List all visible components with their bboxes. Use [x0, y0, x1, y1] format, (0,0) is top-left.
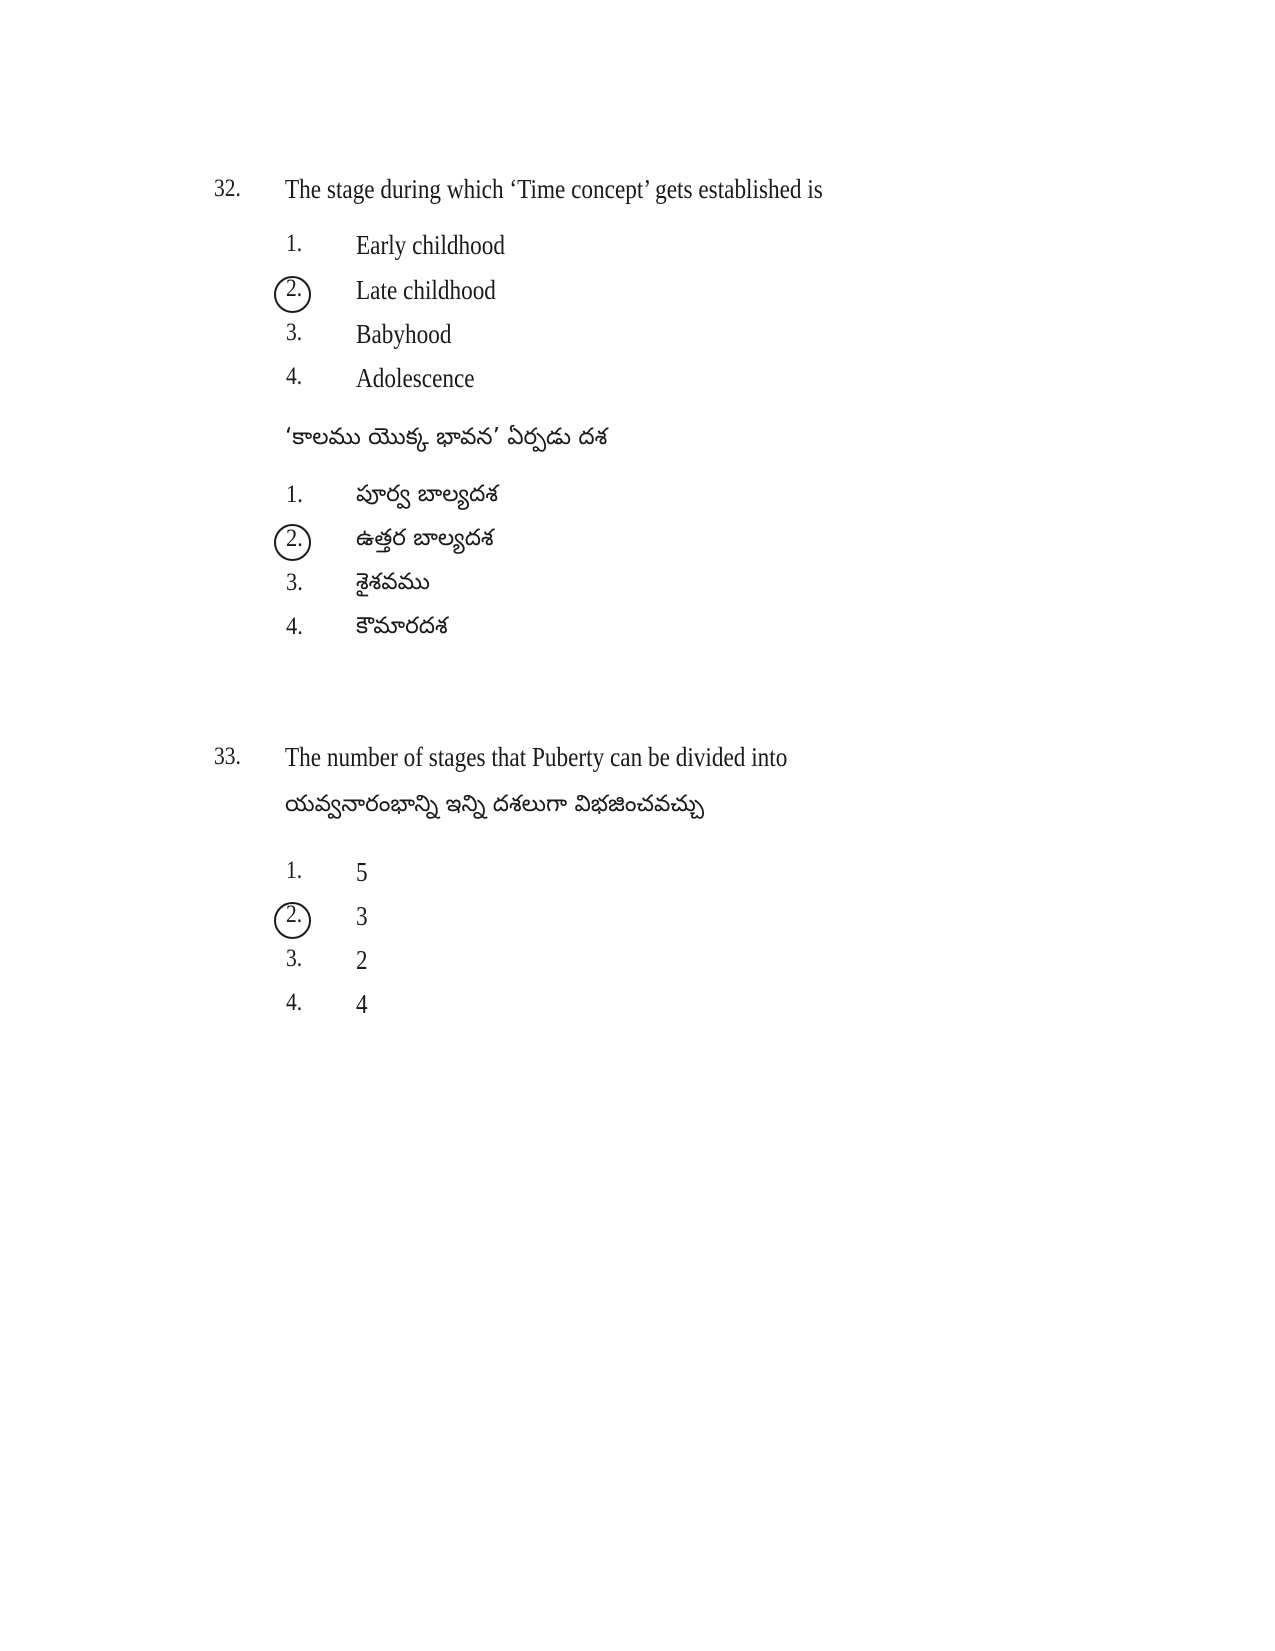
option-text: పూర్వ బాల్యదశ [356, 481, 498, 507]
option-text: 2 [356, 945, 368, 975]
option-1 [0, 857, 800, 897]
option-text: 3 [356, 901, 368, 931]
option-te-2 [0, 525, 800, 565]
option-text: ఉత్తర బాల్యదశ [356, 525, 494, 551]
option-text: శైశవము [356, 569, 430, 595]
option-number: 4. [286, 613, 303, 640]
option-number: 3. [286, 945, 303, 972]
question-text-te: యవ్వనారంభాన్ని ఇన్ని దశలుగా విభజించవచ్చు [285, 791, 705, 817]
option-number: 3. [286, 319, 303, 346]
option-te-1 [0, 481, 800, 521]
option-text: Babyhood [356, 319, 452, 349]
option-number: 2. [286, 901, 303, 928]
option-number: 1. [286, 230, 303, 257]
option-te-4 [0, 613, 800, 653]
option-text: Adolescence [356, 363, 475, 393]
option-text: 5 [356, 857, 368, 887]
option-text: 4 [356, 989, 368, 1019]
option-en-3 [0, 319, 800, 359]
option-2 [0, 901, 800, 941]
option-te-3 [0, 569, 800, 609]
option-text: కౌమారదశ [356, 613, 448, 639]
option-4 [0, 989, 800, 1029]
option-text: Early childhood [356, 230, 505, 260]
option-en-1 [0, 230, 800, 270]
option-number: 1. [286, 481, 303, 508]
option-en-2 [0, 275, 800, 315]
option-number: 3. [286, 569, 303, 596]
option-number: 1. [286, 857, 303, 884]
question-text-en: The number of stages that Puberty can be divided into [285, 742, 788, 772]
option-number: 2. [286, 525, 303, 552]
option-number: 4. [286, 363, 303, 390]
option-en-4 [0, 363, 800, 403]
option-3 [0, 945, 800, 985]
option-number: 2. [286, 275, 303, 302]
option-text: Late childhood [356, 275, 496, 305]
question-text-te: ‘కాలము యొక్క భావన’ ఏర్పడు దశ [285, 424, 608, 450]
question-text-en: The stage during which ‘Time concept’ gets established is [285, 174, 823, 204]
question-number: 33. [214, 743, 241, 770]
question-number: 32. [214, 175, 241, 202]
option-number: 4. [286, 989, 303, 1016]
